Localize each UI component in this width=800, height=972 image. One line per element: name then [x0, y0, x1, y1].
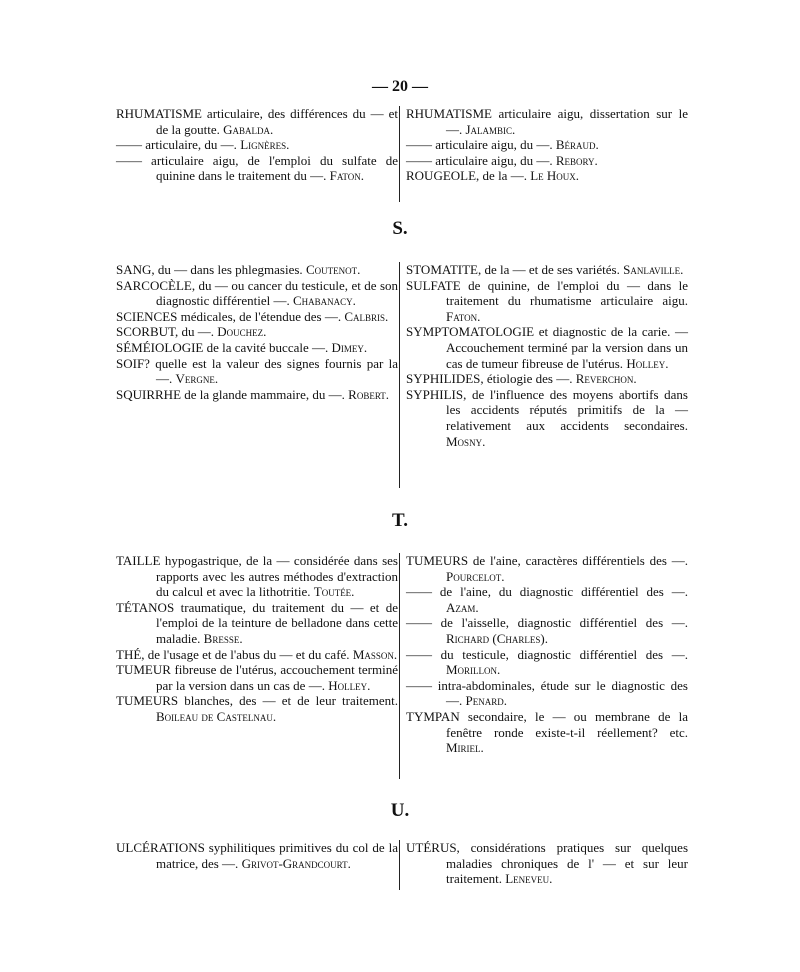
- section-r-left-column: [116, 106, 398, 184]
- section-t-left-column: [116, 553, 398, 725]
- index-entry: SCORBUT, du —. Douchez.: [116, 324, 267, 340]
- index-entry: SYPHILIDES, étiologie des —. Reverchon.: [406, 371, 637, 387]
- author-name: Penard.: [465, 693, 507, 709]
- index-entry: SOIF? quelle est la valeur des signes fournis par la —. Vergne.: [116, 355, 398, 387]
- index-entry: RHUMATISME articulaire, des différences du — et de la goutte. Gabalda.: [116, 106, 398, 137]
- index-entry: SCIENCES médicales, de l'étendue des —. Calbris.: [116, 308, 389, 324]
- index-entry: STOMATITE, de la — et de ses variétés. Sanlaville.: [406, 262, 684, 277]
- author-name: Toutée.: [313, 584, 355, 600]
- index-entry: TYMPAN secondaire, le — ou membrane de la fenêtre ronde existe-t-il réellement? etc. Miriel.: [406, 708, 688, 756]
- author-name: Masson.: [352, 646, 398, 662]
- author-name: Jalambic.: [465, 121, 516, 137]
- index-entry: THÉ, de l'usage et de l'abus du — et du café. Masson.: [116, 646, 398, 662]
- index-entry: TÉTANOS traumatique, du traitement du — et de l'emploi de la teinture de belladone dans cette maladie. Bresse.: [116, 599, 398, 646]
- index-entry: —— du testicule, diagnostic différentiel des —. Morillon.: [406, 646, 688, 678]
- author-name: Reverchon.: [575, 371, 637, 387]
- index-entry: SYMPTOMATOLOGIE et diagnostic de la carie. — Accouchement terminé par la version dans un cas de tumeur fibreuse de l'utérus. Holley.: [406, 324, 688, 371]
- section-s-left-column: [116, 262, 398, 402]
- author-name: Faton.: [446, 308, 481, 324]
- author-name: Lignères.: [240, 137, 290, 153]
- page-number: — 20 —: [372, 78, 428, 95]
- author-name: Grivot-Grandcourt.: [241, 855, 351, 871]
- index-entry: SÉMÉIOLOGIE de la cavité buccale —. Dimey.: [116, 339, 368, 355]
- section-u-right-column: [406, 840, 688, 887]
- index-entry: —— de l'aisselle, diagnostic différentiel des —. Richard (Charles).: [406, 615, 688, 646]
- author-name: Vergne.: [175, 371, 219, 387]
- author-name: Robert.: [348, 386, 390, 402]
- author-name: Coutenot.: [305, 262, 361, 277]
- author-name: Mosny.: [446, 433, 486, 449]
- column-divider: [399, 106, 400, 202]
- author-name: Miriel.: [446, 740, 484, 756]
- author-name: Rebory.: [555, 152, 598, 168]
- section-letter-u: U.: [390, 800, 410, 821]
- index-entry: UTÉRUS, considérations pratiques sur quelques maladies chroniques de l' — et sur leur traitement. Leneveu.: [406, 840, 688, 887]
- section-letter-t: T.: [391, 510, 408, 531]
- index-entry: SQUIRRHE de la glande mammaire, du —. Robert.: [116, 386, 390, 402]
- section-s-right-column: [406, 262, 688, 449]
- index-entry: —— articulaire aigu, de l'emploi du sulfate de quinine dans le traitement du —. Faton.: [116, 152, 398, 184]
- author-name: Holley.: [328, 677, 371, 693]
- index-entry: SANG, du — dans les phlegmasies. Coutenot.: [116, 262, 361, 277]
- author-name: Boileau de Castelnau.: [156, 708, 277, 724]
- index-entry: —— articulaire aigu, du —. Béraud.: [406, 137, 599, 153]
- section-t: [116, 553, 690, 783]
- author-name: Calbris.: [344, 308, 389, 324]
- author-name: Morillon.: [446, 662, 501, 678]
- author-name: Azam.: [446, 599, 479, 615]
- column-divider: [399, 840, 400, 890]
- index-entry: TAILLE hypogastrique, de la — considérée dans ses rapports avec les autres méthodes d'extraction du calcul et avec la lithotritie. Toutée.: [116, 553, 398, 600]
- section-r: [116, 106, 690, 206]
- section-u: [116, 840, 690, 896]
- author-name: Le Houx.: [530, 168, 580, 184]
- author-name: Gabalda.: [223, 121, 274, 137]
- index-entry: RHUMATISME articulaire aigu, dissertation sur le —. Jalambic.: [406, 106, 688, 137]
- author-name: Faton.: [329, 168, 364, 184]
- section-s: [116, 262, 690, 492]
- section-u-left-column: [116, 840, 398, 871]
- column-divider: [399, 553, 400, 779]
- section-r-right-column: [406, 106, 688, 184]
- author-name: Chabanacy.: [292, 293, 356, 309]
- author-name: Douchez.: [217, 324, 267, 340]
- author-name: Richard (Charles).: [446, 630, 549, 646]
- index-entry: TUMEUR fibreuse de l'utérus, accouchement terminé par la version dans un cas de —. Holley.: [116, 662, 398, 693]
- author-name: Holley.: [626, 355, 669, 371]
- author-name: Dimey.: [331, 339, 368, 355]
- index-entry: ROUGEOLE, de la —. Le Houx.: [406, 168, 580, 184]
- index-entry: ULCÉRATIONS syphilitiques primitives du col de la matrice, des —. Grivot-Grandcourt.: [116, 840, 398, 871]
- author-name: Pourcelot.: [446, 568, 505, 584]
- author-name: Béraud.: [555, 137, 599, 153]
- index-entry: —— intra-abdominales, étude sur le diagnostic des —. Penard.: [406, 677, 688, 709]
- index-entry: —— de l'aine, du diagnostic différentiel des —. Azam.: [406, 584, 688, 615]
- author-name: Sanlaville.: [623, 262, 684, 277]
- section-t-right-column: [406, 553, 688, 756]
- column-divider: [399, 262, 400, 488]
- index-entry: SARCOCÈLE, du — ou cancer du testicule, et de son diagnostic différentiel —. Chabanacy.: [116, 277, 398, 309]
- author-name: Leneveu.: [505, 871, 553, 887]
- index-entry: TUMEURS blanches, des — et de leur traitement. Boileau de Castelnau.: [116, 693, 398, 724]
- index-entry: SULFATE de quinine, de l'emploi du — dans le traitement du rhumatisme articulaire aigu. Faton.: [406, 277, 688, 324]
- author-name: Bresse.: [203, 630, 243, 646]
- index-entry: —— articulaire, du —. Lignères.: [116, 137, 290, 153]
- section-letter-s: S.: [392, 218, 408, 239]
- index-entry: —— articulaire aigu, du —. Rebory.: [406, 152, 598, 168]
- index-entry: SYPHILIS, de l'influence des moyens abortifs dans les accidents réputés primitifs de la — relativement aux accidents secondaires. Mosny.: [406, 386, 688, 449]
- index-entry: TUMEURS de l'aine, caractères différentiels des —. Pourcelot.: [406, 553, 688, 584]
